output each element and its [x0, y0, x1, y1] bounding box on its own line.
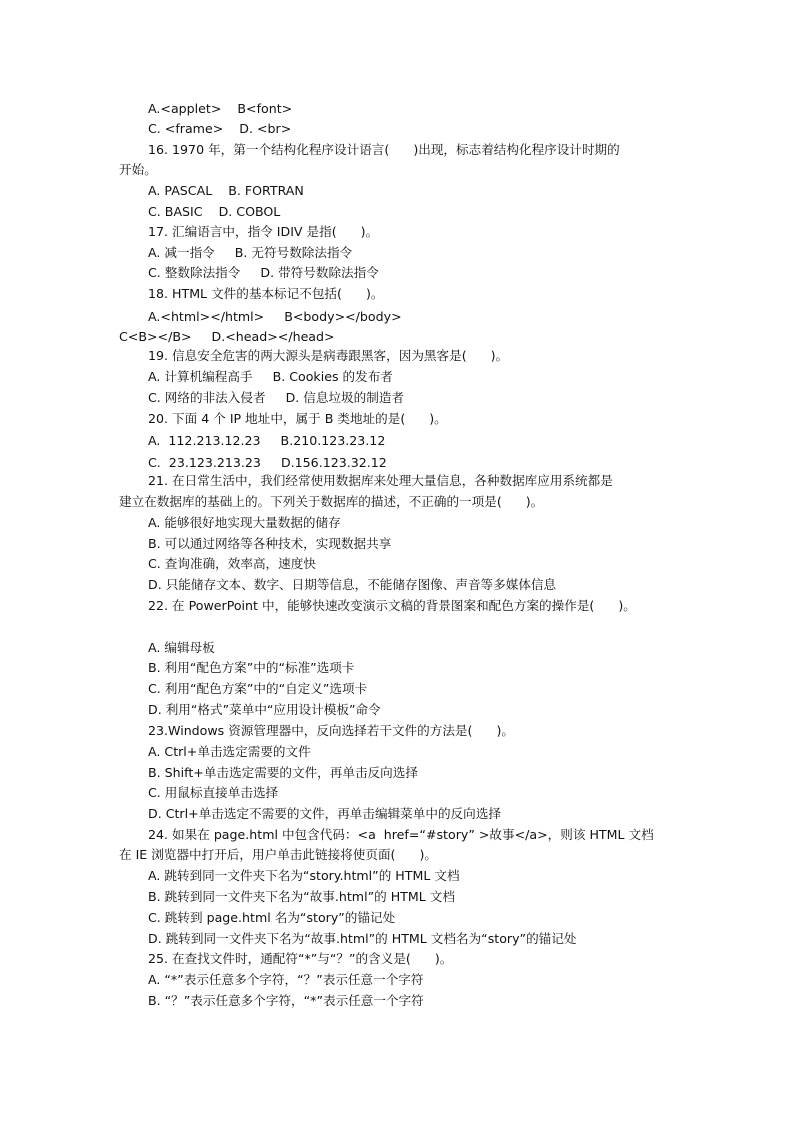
q18-options-ab: A.<html></html> B<body></body> [148, 309, 402, 324]
q16-stem: 16. 1970 年，第一个结构化程序设计语言( )出现，标志着结构化程序设计时期的 [148, 142, 620, 157]
q22-option-c: C. 利用“配色方案”中的“自定义”选项卡 [148, 681, 368, 696]
q15-options-ab: A.<applet> B<font> [148, 101, 293, 116]
q21-option-d: D. 只能储存文本、数字、日期等信息，不能储存图像、声音等多媒体信息 [148, 577, 557, 592]
q25-stem: 25. 在查找文件时，通配符“*”与“？”的含义是( )。 [148, 951, 453, 966]
q18-options-cd: C<B></B> D.<head></head> [119, 329, 335, 344]
q24-option-c: C. 跳转到 page.html 名为“story”的锚记处 [148, 910, 396, 925]
q22-option-a: A. 编辑母板 [148, 640, 215, 655]
q21-option-b: B. 可以通过网络等各种技术，实现数据共享 [148, 536, 392, 551]
q18-stem: 18. HTML 文件的基本标记不包括( )。 [148, 286, 384, 301]
q23-option-a: A. Ctrl+单击选定需要的文件 [148, 744, 311, 759]
q24-option-d: D. 跳转到同一文件夹下名为“故事.html”的 HTML 文档名为“story”的锚记处 [148, 931, 577, 946]
q20-options-ab: A. 112.213.12.23 B.210.123.23.12 [148, 433, 386, 448]
q22-stem: 22. 在 PowerPoint 中，能够快速改变演示文稿的背景图案和配色方案的操作是( )。 [148, 598, 636, 613]
q24-option-b: B. 跳转到同一文件夹下名为“故事.html”的 HTML 文档 [148, 889, 455, 904]
q24-option-a: A. 跳转到同一文件夹下名为“story.html”的 HTML 文档 [148, 868, 460, 883]
q22-option-b: B. 利用“配色方案”中的“标准”选项卡 [148, 660, 355, 675]
q25-option-a: A. “*”表示任意多个字符，“？”表示任意一个字符 [148, 972, 424, 987]
q17-options-cd: C. 整数除法指令 D. 带符号数除法指令 [148, 265, 379, 280]
q21-option-c: C. 查询准确，效率高，速度快 [148, 556, 316, 571]
q16-stem-cont: 开始。 [119, 162, 157, 177]
q21-stem: 21. 在日常生活中，我们经常使用数据库来处理大量信息，各种数据库应用系统都是 [148, 473, 613, 488]
q15-options-cd: C. <frame> D. <br> [148, 121, 292, 136]
q17-stem: 17. 汇编语言中，指令 IDIV 是指( )。 [148, 224, 379, 239]
q16-options-cd: C. BASIC D. COBOL [148, 204, 281, 219]
q21-option-a: A. 能够很好地实现大量数据的储存 [148, 515, 341, 530]
q19-options-cd: C. 网络的非法入侵者 D. 信息垃圾的制造者 [148, 390, 405, 405]
q21-stem-cont: 建立在数据库的基础上的。下列关于数据库的描述，不正确的一项是( )。 [119, 494, 544, 509]
q24-stem: 24. 如果在 page.html 中包含代码：<a href=“#story” >故事</a>，则该 HTML 文档 [148, 827, 654, 842]
q16-options-ab: A. PASCAL B. FORTRAN [148, 183, 304, 198]
q19-stem: 19. 信息安全危害的两大源头是病毒跟黑客，因为黑客是( )。 [148, 348, 509, 363]
q24-stem-cont: 在 IE 浏览器中打开后，用户单击此链接将使页面( )。 [119, 847, 437, 862]
q20-options-cd: C. 23.123.213.23 D.156.123.32.12 [148, 455, 387, 470]
q23-option-c: C. 用鼠标直接单击选择 [148, 785, 279, 800]
q20-stem: 20. 下面 4 个 IP 地址中，属于 B 类地址的是( )。 [148, 411, 447, 426]
q19-options-ab: A. 计算机编程高手 B. Cookies 的发布者 [148, 369, 393, 384]
q23-option-b: B. Shift+单击选定需要的文件，再单击反向选择 [148, 765, 418, 780]
q22-option-d: D. 利用“格式”菜单中“应用设计模板”命令 [148, 702, 381, 717]
q25-option-b: B. “？”表示任意多个字符，“*”表示任意一个字符 [148, 993, 424, 1008]
q23-stem: 23.Windows 资源管理器中，反向选择若干文件的方法是( )。 [148, 723, 514, 738]
q17-options-ab: A. 减一指令 B. 无符号数除法指令 [148, 245, 353, 260]
q23-option-d: D. Ctrl+单击选定不需要的文件，再单击编辑菜单中的反向选择 [148, 806, 501, 821]
